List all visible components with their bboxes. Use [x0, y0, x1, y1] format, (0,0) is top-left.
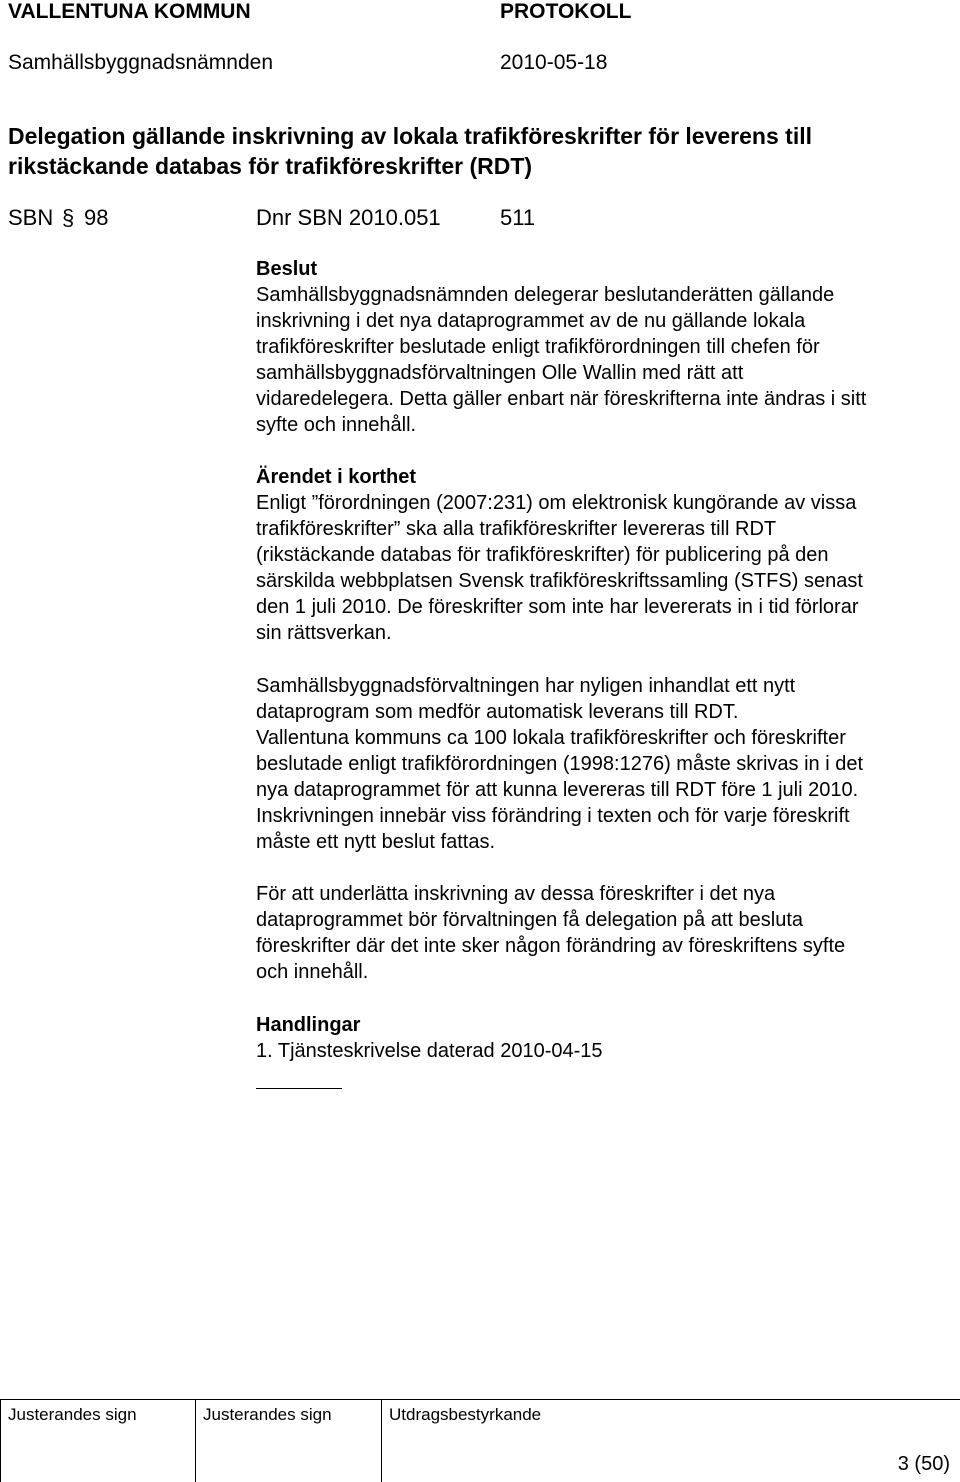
page-number: 3 (50) [897, 1453, 950, 1475]
text-line: inskrivning i det nya dataprogrammet av de nu gällande lokala [256, 310, 806, 332]
text-line: vidaredelegera. Detta gäller enbart när föreskrifterna inte ändras i sitt [256, 388, 867, 410]
text-line: föreskrifter där det inte sker någon förändring av föreskriftens syfte [256, 935, 846, 957]
document-type: PROTOKOLL [500, 0, 632, 23]
section-sign: § [62, 205, 75, 230]
handlingar-heading: Handlingar [256, 1014, 361, 1036]
footer-rule [0, 1399, 960, 1400]
arendet-paragraph-3 [256, 881, 956, 985]
text-line: (rikstäckande databas för trafikföreskrifter) för publicering på den [256, 544, 829, 566]
meeting-date: 2010-05-18 [500, 51, 608, 74]
text-line: dataprogrammet bör förvaltningen få delegation på att besluta [256, 909, 804, 931]
code-reference: 511 [500, 205, 536, 230]
text-line: syfte och innehåll. [256, 414, 417, 436]
organization-name: VALLENTUNA KOMMUN [8, 0, 251, 23]
handling-item: 1. Tjänsteskrivelse daterad 2010-04-15 [256, 1040, 603, 1062]
text-line: Inskrivningen innebär viss förändring i texten och för varje föreskrift [256, 805, 850, 827]
dnr-reference: Dnr SBN 2010.051 [256, 205, 441, 230]
sbn-label: SBN [8, 205, 54, 230]
title-line: rikstäckande databas för trafikföreskrifter (RDT) [8, 153, 533, 179]
footer-sign-2: Justerandes sign [203, 1405, 332, 1424]
arendet-paragraph-2 [256, 673, 956, 855]
handlingar-section [256, 1012, 956, 1064]
separator-line [256, 1088, 342, 1089]
text-line: Samhällsbyggnadsnämnden delegerar beslutanderätten gällande [256, 284, 835, 306]
text-line: måste ett nytt beslut fattas. [256, 831, 496, 853]
footer-extract: Utdragsbestyrkande [389, 1405, 542, 1424]
title-line: Delegation gällande inskrivning av lokala trafikföreskrifter för leverens till [8, 123, 812, 149]
text-line: trafikföreskrifter beslutade enligt trafikförordningen till chefen för [256, 336, 820, 358]
arendet-heading: Ärendet i korthet [256, 466, 417, 488]
text-line: Samhällsbyggnadsförvaltningen har nyligen inhandlat ett nytt [256, 675, 796, 697]
footer-divider [195, 1399, 196, 1482]
document-title [8, 121, 948, 181]
footer-divider [381, 1399, 382, 1482]
text-line: trafikföreskrifter” ska alla trafikföreskrifter levereras till RDT [256, 518, 777, 540]
text-line: och innehåll. [256, 961, 369, 983]
footer-divider [0, 1399, 1, 1482]
beslut-heading: Beslut [256, 258, 318, 280]
arendet-section [256, 464, 956, 646]
beslut-section [256, 256, 956, 438]
text-line: Enligt ”förordningen (2007:231) om elektronisk kungörande av vissa [256, 492, 857, 514]
text-line: den 1 juli 2010. De föreskrifter som inte har levererats in i tid förlorar [256, 596, 859, 618]
text-line: För att underlätta inskrivning av dessa föreskrifter i det nya [256, 883, 776, 905]
committee-name: Samhällsbyggnadsnämnden [8, 51, 274, 74]
text-line: beslutade enligt trafikförordningen (1998:1276) måste skrivas in i det [256, 753, 864, 775]
arendet-paragraph-1 [256, 490, 956, 646]
text-line: samhällsbyggnadsförvaltningen Olle Wallin med rätt att [256, 362, 744, 384]
text-line: sin rättsverkan. [256, 622, 392, 644]
text-line: särskilda webbplatsen Svensk trafikföreskriftssamling (STFS) senast [256, 570, 863, 592]
beslut-text [256, 282, 956, 438]
text-line: nya dataprogrammet för att kunna levereras till RDT före 1 juli 2010. [256, 779, 859, 801]
text-line: dataprogram som medför automatisk leverans till RDT. [256, 701, 739, 723]
footer-sign-1: Justerandes sign [8, 1405, 137, 1424]
text-line: Vallentuna kommuns ca 100 lokala trafikföreskrifter och föreskrifter [256, 727, 846, 749]
sbn-number: 98 [84, 205, 109, 230]
